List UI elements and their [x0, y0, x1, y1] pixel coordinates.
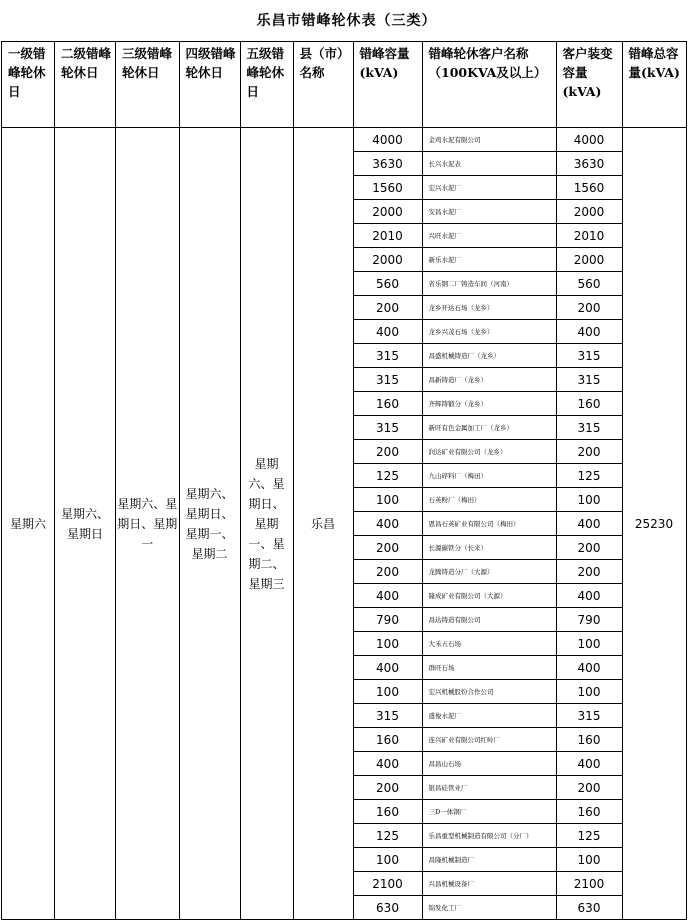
header-level4: 四级错峰轮休日: [179, 42, 240, 128]
installed-capacity-cell: 200: [556, 560, 622, 584]
peak-capacity-cell: 200: [353, 440, 422, 464]
peak-capacity-cell: 100: [353, 632, 422, 656]
peak-capacity-cell: 200: [353, 776, 422, 800]
customer-name-cell: 乐昌重型机械制造有限公司（分厂）: [422, 824, 556, 848]
table-row: [2, 128, 687, 152]
customer-name-cell: 金鸡水泥有限公司: [422, 128, 556, 152]
peak-capacity-cell: 3630: [353, 152, 422, 176]
peak-capacity-cell: 125: [353, 824, 422, 848]
peak-capacity-cell: 790: [353, 608, 422, 632]
peak-capacity-cell: 160: [353, 728, 422, 752]
customer-name-cell: 恩昌石英矿业有限公司（梅田）: [422, 512, 556, 536]
installed-capacity-cell: 630: [556, 896, 622, 920]
installed-capacity-cell: 3630: [556, 152, 622, 176]
customer-name-cell: 昌达铸造有限公司: [422, 608, 556, 632]
peak-capacity-cell: 2100: [353, 872, 422, 896]
peak-capacity-cell: 2000: [353, 200, 422, 224]
peak-capacity-cell: 560: [353, 272, 422, 296]
peak-capacity-cell: 2010: [353, 224, 422, 248]
installed-capacity-cell: 400: [556, 656, 622, 680]
customer-name-cell: 龙腾铸造分厂（大源）: [422, 560, 556, 584]
customer-name-cell: 长源碳铁分（长来）: [422, 536, 556, 560]
peak-capacity-cell: 1560: [353, 176, 422, 200]
customer-name-cell: 兴昌机械设备厂: [422, 872, 556, 896]
installed-capacity-cell: 315: [556, 344, 622, 368]
installed-capacity-cell: 400: [556, 512, 622, 536]
total-capacity-cell: 25230: [622, 128, 686, 920]
header-peak-capacity: 错峰容量(kVA): [353, 42, 422, 128]
peak-capacity-cell: 200: [353, 560, 422, 584]
header-installed-capacity: 客户装变容量(kVA): [556, 42, 622, 128]
peak-shift-table: [1, 41, 687, 920]
header-level5: 五级错峰轮休日: [240, 42, 293, 128]
customer-name-cell: 石英粉厂（梅田）: [422, 488, 556, 512]
installed-capacity-cell: 400: [556, 752, 622, 776]
peak-capacity-cell: 630: [353, 896, 422, 920]
installed-capacity-cell: 125: [556, 824, 622, 848]
header-row: [2, 42, 687, 128]
customer-name-cell: 宏兴机械股份合作公司: [422, 680, 556, 704]
peak-capacity-cell: 100: [353, 488, 422, 512]
installed-capacity-cell: 790: [556, 608, 622, 632]
customer-name-cell: 昌盛机械铸造厂（龙乡）: [422, 344, 556, 368]
peak-capacity-cell: 100: [353, 848, 422, 872]
installed-capacity-cell: 1560: [556, 176, 622, 200]
customer-name-cell: 锦发化工厂: [422, 896, 556, 920]
peak-capacity-cell: 315: [353, 416, 422, 440]
level3-cell-text: 星期六、星期日、星期一: [117, 496, 178, 551]
customer-name-cell: 群旺石场: [422, 656, 556, 680]
header-level3: 三级错峰轮休日: [116, 42, 180, 128]
installed-capacity-cell: 200: [556, 440, 622, 464]
peak-capacity-cell: 400: [353, 320, 422, 344]
customer-name-cell: 省乐钢二厂铸造车间（河南）: [422, 272, 556, 296]
page-title: 乐昌市错峰轮休表（三类）: [256, 13, 437, 29]
customer-name-cell: 安昌水泥厂: [422, 200, 556, 224]
customer-name-cell: 龙乡兴茂石场（龙乡）: [422, 320, 556, 344]
peak-capacity-cell: 400: [353, 584, 422, 608]
installed-capacity-cell: 160: [556, 728, 622, 752]
installed-capacity-cell: 315: [556, 416, 622, 440]
installed-capacity-cell: 4000: [556, 128, 622, 152]
peak-capacity-cell: 315: [353, 344, 422, 368]
customer-name-cell: 齐辉铸锻分（龙乡）: [422, 392, 556, 416]
installed-capacity-cell: 315: [556, 368, 622, 392]
installed-capacity-cell: 125: [556, 464, 622, 488]
level1-cell: [2, 128, 55, 920]
peak-capacity-cell: 125: [353, 464, 422, 488]
installed-capacity-cell: 200: [556, 536, 622, 560]
peak-capacity-cell: 160: [353, 392, 422, 416]
installed-capacity-cell: 315: [556, 704, 622, 728]
customer-name-cell: 连兴矿业有限公司红岭厂: [422, 728, 556, 752]
customer-name-cell: 三D一体钢厂: [422, 800, 556, 824]
customer-name-cell: 昌新铸造厂（龙乡）: [422, 368, 556, 392]
level3-cell: [116, 128, 180, 920]
header-level2: 二级错峰轮休日: [55, 42, 116, 128]
level2-cell: [55, 128, 116, 920]
installed-capacity-cell: 2000: [556, 248, 622, 272]
peak-capacity-cell: 4000: [353, 128, 422, 152]
installed-capacity-cell: 2000: [556, 200, 622, 224]
county-cell: [293, 128, 353, 920]
customer-name-cell: 银昌硅管业厂: [422, 776, 556, 800]
customer-name-cell: 兴旺水泥厂: [422, 224, 556, 248]
peak-capacity-cell: 315: [353, 368, 422, 392]
customer-name-cell: 润达矿业有限公司（龙乡）: [422, 440, 556, 464]
customer-name-cell: 昌隆机械制造厂: [422, 848, 556, 872]
peak-capacity-cell: 400: [353, 512, 422, 536]
customer-name-cell: 盛俊水泥厂: [422, 704, 556, 728]
installed-capacity-cell: 100: [556, 632, 622, 656]
level1-cell-text: 星期六: [9, 516, 46, 531]
peak-capacity-cell: 200: [353, 536, 422, 560]
installed-capacity-cell: 160: [556, 800, 622, 824]
installed-capacity-cell: 200: [556, 296, 622, 320]
level4-cell: [179, 128, 240, 920]
installed-capacity-cell: 160: [556, 392, 622, 416]
header-county: 县（市）名称: [293, 42, 353, 128]
customer-name-cell: 长兴水泥表: [422, 152, 556, 176]
level4-cell-text: 星期六、星期日、星期一、星期二: [185, 486, 234, 561]
customer-name-cell: 隆成矿业有限公司（大源）: [422, 584, 556, 608]
installed-capacity-cell: 100: [556, 680, 622, 704]
installed-capacity-cell: 200: [556, 776, 622, 800]
customer-name-cell: 龙乡开达石场（龙乡）: [422, 296, 556, 320]
table-body: [2, 128, 687, 920]
installed-capacity-cell: 2100: [556, 872, 622, 896]
customer-name-cell: 大禾五石场: [422, 632, 556, 656]
level5-cell: [240, 128, 293, 920]
customer-name-cell: 九山碎料厂（梅田）: [422, 464, 556, 488]
peak-capacity-cell: 100: [353, 680, 422, 704]
installed-capacity-cell: 100: [556, 848, 622, 872]
level2-cell-text: 星期六、星期日: [60, 506, 109, 541]
county-cell-text: 乐昌: [310, 516, 335, 531]
peak-capacity-cell: 160: [353, 800, 422, 824]
customer-name-cell: 新旺有色金属加工厂（龙乡）: [422, 416, 556, 440]
peak-capacity-cell: 400: [353, 752, 422, 776]
peak-capacity-cell: 2000: [353, 248, 422, 272]
peak-capacity-cell: 200: [353, 296, 422, 320]
customer-name-cell: 昌昌山石场: [422, 752, 556, 776]
peak-capacity-cell: 315: [353, 704, 422, 728]
header-customer-name: 错峰轮休客户名称（100KVA及以上）: [422, 42, 556, 128]
level5-cell-text: 星期六、星期日、星期一、星期二、星期三: [248, 456, 285, 591]
installed-capacity-cell: 400: [556, 320, 622, 344]
installed-capacity-cell: 2010: [556, 224, 622, 248]
customer-name-cell: 新乐水泥厂: [422, 248, 556, 272]
installed-capacity-cell: 400: [556, 584, 622, 608]
header-level1: 一级错峰轮休日: [2, 42, 55, 128]
peak-capacity-cell: 400: [353, 656, 422, 680]
installed-capacity-cell: 100: [556, 488, 622, 512]
installed-capacity-cell: 560: [556, 272, 622, 296]
customer-name-cell: 宏兴水泥厂: [422, 176, 556, 200]
header-total-capacity: 错峰总容量(kVA): [622, 42, 686, 128]
